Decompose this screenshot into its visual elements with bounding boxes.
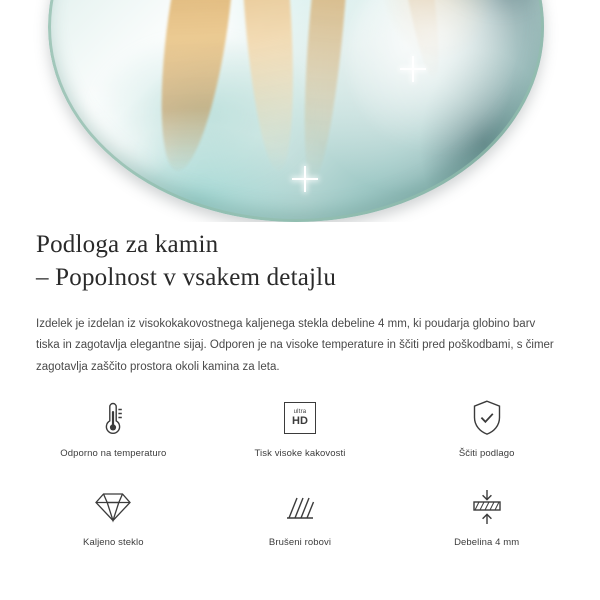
feature-label: Kaljeno steklo [83,537,144,548]
badge-top-text: ultra [293,409,307,415]
feature-label: Brušeni robovi [268,537,332,548]
hero-image [0,0,600,222]
gold-vein [296,0,359,183]
feature-item-surface-protection [393,396,580,459]
thermometer-icon [102,396,124,440]
diamond-icon [94,485,132,529]
feature-label: Odporno na temperaturo [60,448,167,459]
ultra-hd-badge-icon [284,396,316,440]
text-block [36,228,564,378]
feature-item-print-quality [207,396,394,459]
thickness-arrows-icon [470,485,504,529]
feature-label: Tisk visoke kakovosti [254,448,346,459]
badge-bottom-text: HD [292,415,308,427]
decorative-smoke [348,0,544,162]
shield-check-icon [470,396,504,440]
headline-line-2: – Popolnost v vsakem detajlu [36,264,337,291]
body-text: Izdelek je izdelan iz visokokakovostnega kaljenega stekla debeline 4 mm, ki poudarja globino barv tiska in zagotavlja elegantne sijaj. Odporen je na visoke temperature in ščiti pred poškodbami, s čimer zagotavlja zaščito prostora okoli kamina za leta. [36,318,554,373]
feature-item-polished-edges [207,485,394,548]
polished-edges-icon [283,485,317,529]
feature-item-temperature [20,396,207,459]
round-glass-product [48,0,544,222]
feature-label: Ščiti podlago [458,448,515,459]
feature-label: Debelina 4 mm [454,537,520,548]
headline-line-1: Podloga za kamin [36,231,219,258]
page-title [36,228,564,294]
feature-grid [20,396,580,548]
feature-item-tempered-glass [20,485,207,548]
feature-item-thickness [393,485,580,548]
